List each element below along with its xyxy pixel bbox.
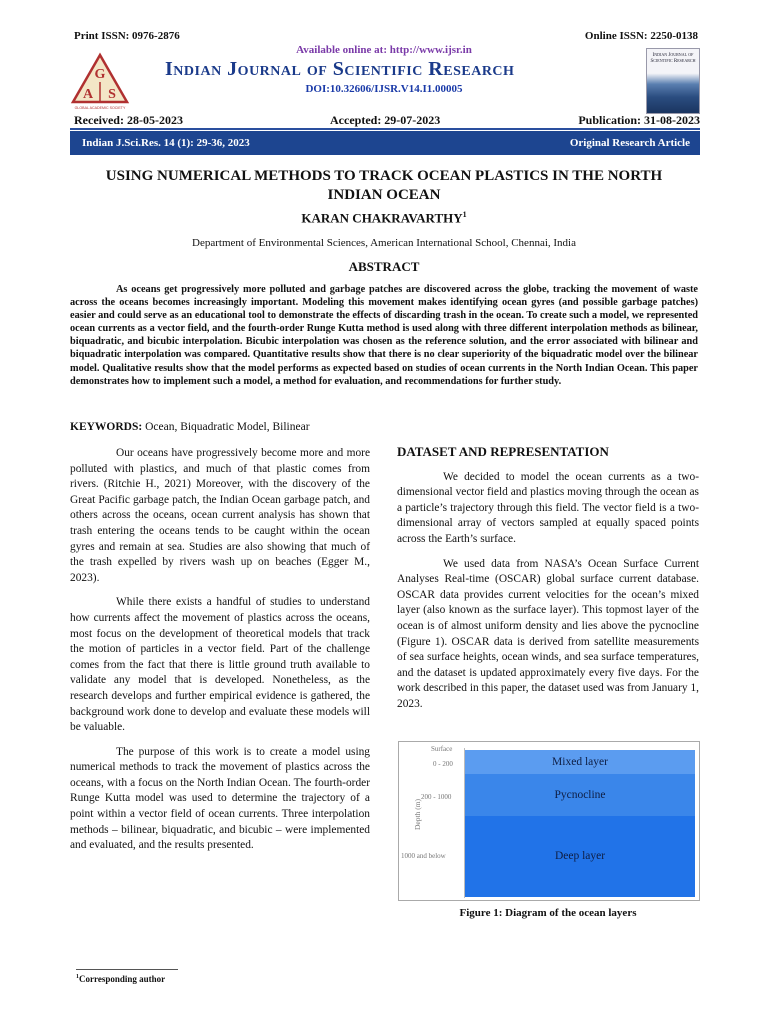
header-rule <box>70 128 700 130</box>
layer-name: Pycnocline <box>554 789 606 801</box>
depth-axis-title: Depth (m) <box>413 798 422 830</box>
layer-range-label: 200 - 1000 <box>421 793 452 801</box>
logo-letter-a: A <box>82 87 94 102</box>
online-issn: Online ISSN: 2250-0138 <box>584 30 698 42</box>
body-paragraph: Our oceans have progressively become more and more polluted with plastics, and much of that plastic comes from rivers. (Ritchie H., 2021) Moreover, with the discovery of the Great Pacific garbage patch, the Indian Ocean garbage patch, and others across the oceans, ocean current analysis has shown that trash entering the oceans tends to be caught within the ocean gyres and remain at sea. Studies are also showing that much of the trash expelled by rivers wash up on beaches (Egger M., 2023). <box>70 447 370 584</box>
paper-title-line-2: INDIAN OCEAN <box>327 187 441 203</box>
citation-text: Indian J.Sci.Res. 14 (1): 29-36, 2023 <box>82 137 250 149</box>
cover-title: Indian Journal of Scientific Research <box>650 53 696 64</box>
gas-logo-icon <box>70 52 130 112</box>
footnote-marker: 1 <box>76 974 79 980</box>
body-paragraph: We used data from NASA’s Ocean Surface Current Analyses Real-time (OSCAR) global surface current database. OSCAR data provides current velocities for the ocean’s mixed layer (also known as the surface layer). This topmost layer of the ocean is of almost uniform density and lies above the pycnocline (Figure 1). OSCAR data is derived from satellite measurements of sea surface heights, ocean winds, and sea surface temperatures, and the dataset is updated approximately every five days. For the work described in this paper, the dataset used was from January 1, 2023. <box>397 557 699 710</box>
author-text: KARAN CHAKRAVARTHY <box>301 210 463 226</box>
body-paragraph: The purpose of this work is to create a model using numerical methods to track the movement of plastics across the oceans, with a focus on the North Indian Ocean. The fourth-order Runge Kutta model was used to determine the trajectory of a point within a vector field of ocean currents. Three interpolation methods – bilinear, biquadratic, and bicubic – were implemented and evaluated, and the results presented. <box>70 745 370 852</box>
logo-caption: GLOBAL ACADEMIC SOCIETY <box>74 106 126 110</box>
paper-title-line-1: USING NUMERICAL METHODS TO TRACK OCEAN PLASTICS IN THE NORTH <box>105 168 663 184</box>
body-paragraph: We decided to model the ocean currents as a two-dimensional vector field and plastics moving through the ocean as a particle’s trajectory through this field. The vector field is a two-dimensional array of vectors sampled at equally spaced points across the Earth’s surface. <box>397 470 699 545</box>
pycnocline-band <box>465 774 695 816</box>
mixed-layer-band <box>465 750 695 774</box>
keywords <box>70 421 310 433</box>
layer-range-label: 1000 and below <box>401 852 446 860</box>
paper-title <box>80 167 688 205</box>
layer-name: Mixed layer <box>552 756 608 768</box>
doi-link[interactable]: DOI:10.32606/IJSR.V14.I1.00005 <box>305 83 463 95</box>
affiliation: Department of Environmental Sciences, American International School, Chennai, India <box>192 237 576 249</box>
keywords-label: KEYWORDS: <box>70 421 143 433</box>
footnote-text: Corresponding author <box>79 974 166 984</box>
article-type: Original Research Article <box>569 137 690 149</box>
surface-label: Surface <box>431 745 453 753</box>
abstract-heading: ABSTRACT <box>348 259 420 274</box>
publication-date: Publication: 31-08-2023 <box>578 113 700 127</box>
layer-name: Deep layer <box>554 850 606 862</box>
abstract-text: As oceans get progressively more polluted and garbage patches are discovered across the globe, tracking the movement of waste across the oceans becomes increasingly important. Modeling this movement makes identifying ocean gyres (and possible garbage patches) easier and could serve as an educational tool to demonstrate the effects of discarding trash in the ocean. To create such a model, we represented ocean currents as a vector field, and the fourth-order Runge Kutta method is used along with three different interpolation methods as bilinear, biquadratic, and bicubic interpolation. Bicubic interpolation was chosen as the reference solution, and the error associated with bilinear and biquadratic interpolation was compared. Quantitative results show that there is no clear superiority of the biquadratic model over the bilinear model. Qualitative results show that the model performs as expected based on studies of ocean currents in the North Indian Ocean. This paper demonstrates how to implement such a model, a method for evaluation, and recommendations for further study. <box>70 284 698 387</box>
citation-bar <box>70 131 700 155</box>
deep-layer-band <box>465 816 695 897</box>
figure-caption: Figure 1: Diagram of the ocean layers <box>459 907 637 919</box>
footnote-rule <box>76 969 178 970</box>
ocean-layers-figure <box>398 741 700 901</box>
author-superscript: 1 <box>462 210 467 219</box>
author-name <box>0 210 768 226</box>
print-issn: Print ISSN: 0976-2876 <box>74 30 180 42</box>
logo-letter-g: G <box>94 67 106 82</box>
accepted-date: Accepted: 29-07-2023 <box>330 113 441 127</box>
body-paragraph: While there exists a handful of studies to understand how currents affect the movement of plastics across the oceans, most focus on the development of theoretical models that track the motion of particles in a vector field. Part of the challenge comes from the fact that there is little ground truth available to validate any model that is developed. Nonetheless, as the research develops and further empirical evidence is gathered, the background work done to develop and evaluate these models will be valuable. <box>70 596 370 734</box>
journal-title: Indian Journal of Scientific Research <box>165 58 515 80</box>
left-column <box>70 446 370 863</box>
section-heading: DATASET AND REPRESENTATION <box>397 444 609 459</box>
logo-letter-s: S <box>108 87 116 102</box>
right-column <box>397 444 699 722</box>
layer-range-label: 0 - 200 <box>433 760 453 768</box>
keywords-list: Ocean, Biquadratic Model, Bilinear <box>142 421 310 433</box>
received-date: Received: 28-05-2023 <box>74 113 183 127</box>
footnote <box>76 974 165 984</box>
available-online-link[interactable]: Available online at: http://www.ijsr.in <box>296 44 472 56</box>
journal-cover-image <box>646 48 700 114</box>
